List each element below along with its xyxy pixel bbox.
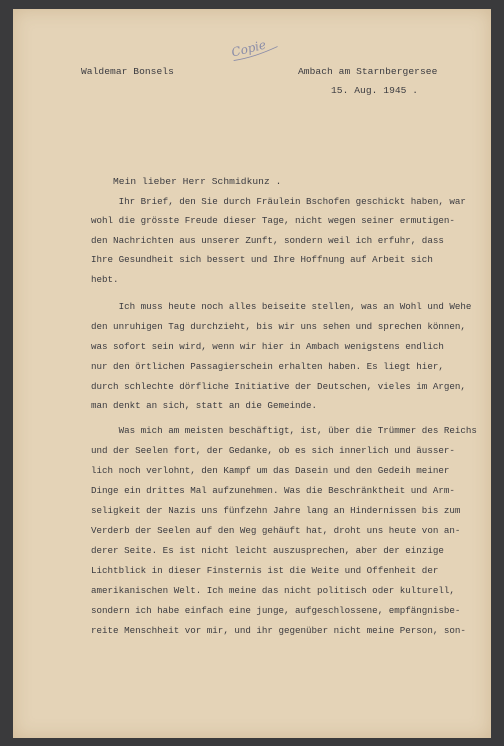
- body-line: Was mich am meisten beschäftigt, ist, über die Trümmer des Reichs: [91, 425, 477, 436]
- handwritten-annotation-text: Copie: [230, 37, 268, 60]
- body-line: Ihre Gesundheit sich bessert und Ihre Hoffnung auf Arbeit sich: [91, 254, 433, 265]
- body-line: seligkeit der Nazis uns fünfzehn Jahre lang an Hindernissen bis zum: [91, 505, 461, 516]
- letter-place: Ambach am Starnbergersee: [298, 66, 438, 77]
- sender-name: Waldemar Bonsels: [81, 66, 174, 77]
- body-line: was sofort sein wird, wenn wir hier in Ambach wenigstens endlich: [91, 341, 444, 352]
- body-line: Dinge ein drittes Mal aufzunehmen. Was die Beschränktheit und Arm-: [91, 485, 455, 496]
- body-line: durch schlechte dörfliche Initiative der Deutschen, vieles im Argen,: [91, 381, 466, 392]
- salutation: Mein lieber Herr Schmidkunz .: [113, 176, 282, 187]
- body-line: nur den örtlichen Passagierschein erhalten haben. Es liegt hier,: [91, 361, 444, 372]
- body-line: sondern ich habe einfach eine junge, aufgeschlossene, empfängnisbe-: [91, 605, 461, 616]
- body-line: wohl die grösste Freude dieser Tage, nicht wegen seiner ermutigen-: [91, 215, 455, 226]
- body-line: lich noch verlohnt, den Kampf um das Dasein und den Gedeih meiner: [91, 465, 450, 476]
- body-line: Ich muss heute noch alles beiseite stellen, was an Wohl und Wehe: [91, 301, 472, 312]
- body-line: reite Menschheit vor mir, und ihr gegenüber nicht meine Person, son-: [91, 625, 466, 636]
- body-line: Lichtblick in dieser Finsternis ist die Weite und Offenheit der: [91, 565, 439, 576]
- body-line: den Nachrichten aus unserer Zunft, sondern weil ich erfuhr, dass: [91, 235, 444, 246]
- body-line: und der Seelen fort, der Gedanke, ob es sich innerlich und äusser-: [91, 445, 455, 456]
- letter-page: [13, 9, 491, 738]
- letter-date: 15. Aug. 1945 .: [331, 85, 419, 96]
- body-line: amerikanischen Welt. Ich meine das nicht politisch oder kulturell,: [91, 585, 455, 596]
- body-line: Ihr Brief, den Sie durch Fräulein Bschofen geschickt haben, war: [91, 196, 466, 207]
- handwritten-annotation: [227, 30, 283, 64]
- body-line: derer Seite. Es ist nicht leicht auszusprechen, aber der einzige: [91, 545, 444, 556]
- body-line: Verderb der Seelen auf den Weg gehäuft hat, droht uns heute von an-: [91, 525, 461, 536]
- body-line: man denkt an sich, statt an die Gemeinde.: [91, 400, 318, 411]
- body-line: den unruhigen Tag durchzieht, bis wir uns sehen und sprechen können,: [91, 321, 466, 332]
- handwritten-annotation-svg: [227, 30, 283, 64]
- body-line: hebt.: [91, 274, 119, 285]
